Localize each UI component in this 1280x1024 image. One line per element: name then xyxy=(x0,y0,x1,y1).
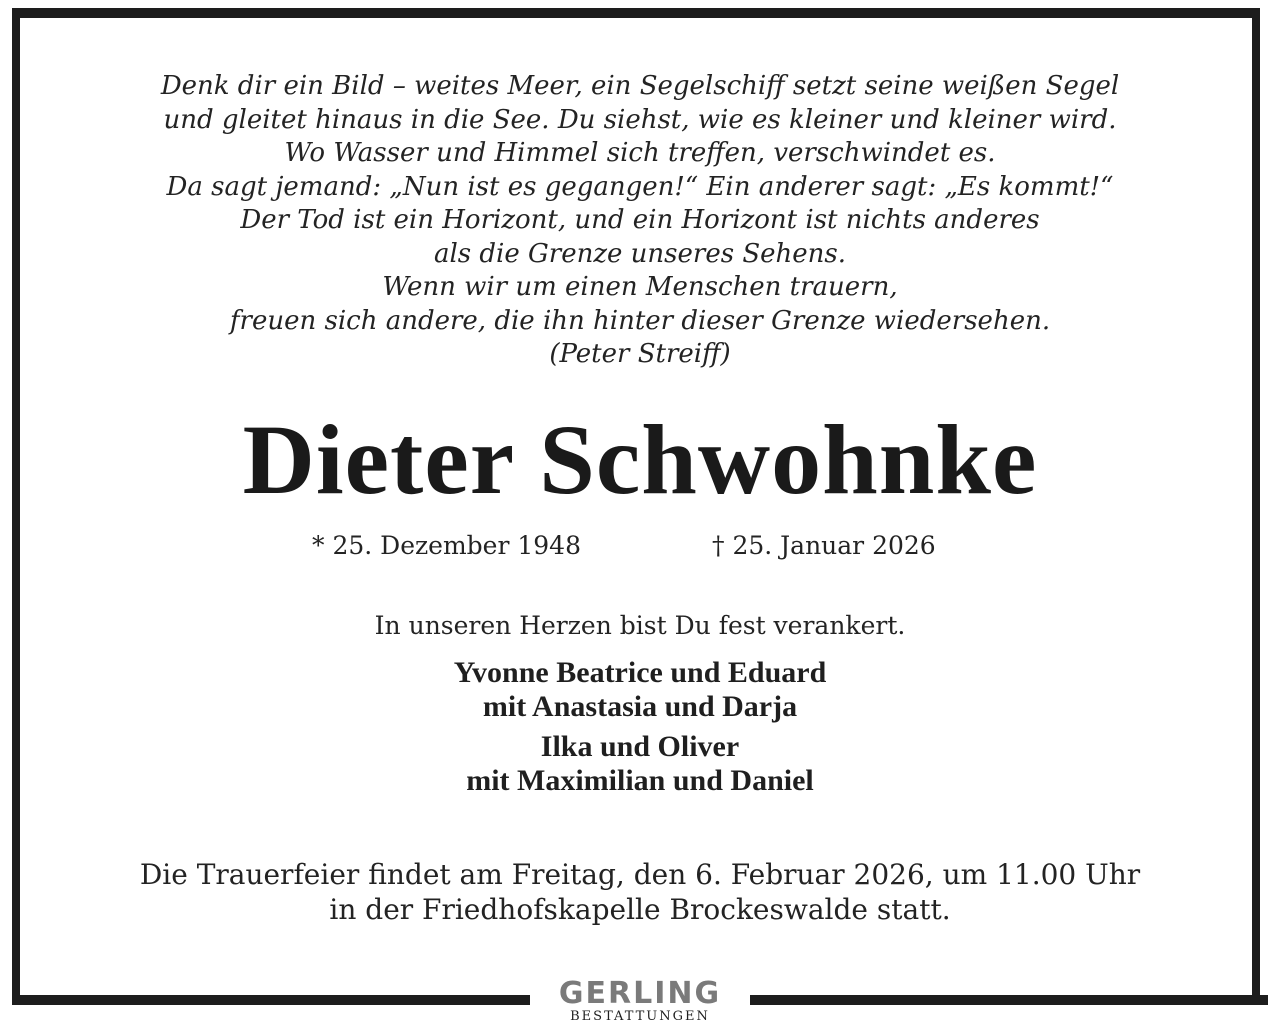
mourners-group-2 xyxy=(60,730,1220,798)
funeral-home-logo xyxy=(530,978,750,1024)
poem-line: Der Tod ist ein Horizont, und ein Horizont ist nichts anderes xyxy=(240,205,1040,235)
birth-date: * 25. Dezember 1948 xyxy=(312,531,581,560)
bottom-rule-left xyxy=(12,995,530,1005)
mourner-line: Yvonne Beatrice und Eduard xyxy=(453,656,827,689)
poem-line: Da sagt jemand: „Nun ist es gegangen!“ Ein anderer sagt: „Es kommt!“ xyxy=(166,171,1114,202)
mourner-line: mit Maximilian und Daniel xyxy=(466,764,814,797)
ceremony-line: in der Friedhofskapelle Brockeswalde statt. xyxy=(329,893,951,926)
poem-line: als die Grenze unseres Sehens. xyxy=(433,238,847,269)
poem-line: und gleitet hinaus in die See. Du siehst, wie es kleiner und kleiner wird. xyxy=(163,104,1117,135)
funeral-home-name: GERLING xyxy=(558,976,722,1011)
poem-line: Wo Wasser und Himmel sich treffen, verschwindet es. xyxy=(284,138,996,168)
mourner-line: Ilka und Oliver xyxy=(540,730,740,763)
deceased-name: Dieter Schwohnke xyxy=(242,404,1038,515)
poem-line: Denk dir ein Bild – weites Meer, ein Segelschiff setzt seine weißen Segel xyxy=(160,71,1120,101)
ceremony-line: Die Trauerfeier findet am Freitag, den 6. Februar 2026, um 11.00 Uhr xyxy=(139,858,1141,891)
ceremony-info xyxy=(60,857,1220,927)
death-date: † 25. Januar 2026 xyxy=(712,531,936,560)
poem-line: freuen sich andere, die ihn hinter dieser Grenze wiedersehen. xyxy=(229,305,1051,336)
funeral-home-subtitle: BESTATTUNGEN xyxy=(570,1009,710,1024)
poem-author: (Peter Streiff) xyxy=(549,339,731,369)
remembrance-text: In unseren Herzen bist Du fest verankert. xyxy=(374,611,906,640)
mourners-group-1 xyxy=(60,656,1220,724)
mourner-line: mit Anastasia und Darja xyxy=(482,690,798,723)
bottom-rule-right xyxy=(750,995,1268,1005)
poem xyxy=(60,70,1220,372)
poem-line: Wenn wir um einen Menschen trauern, xyxy=(382,272,898,302)
